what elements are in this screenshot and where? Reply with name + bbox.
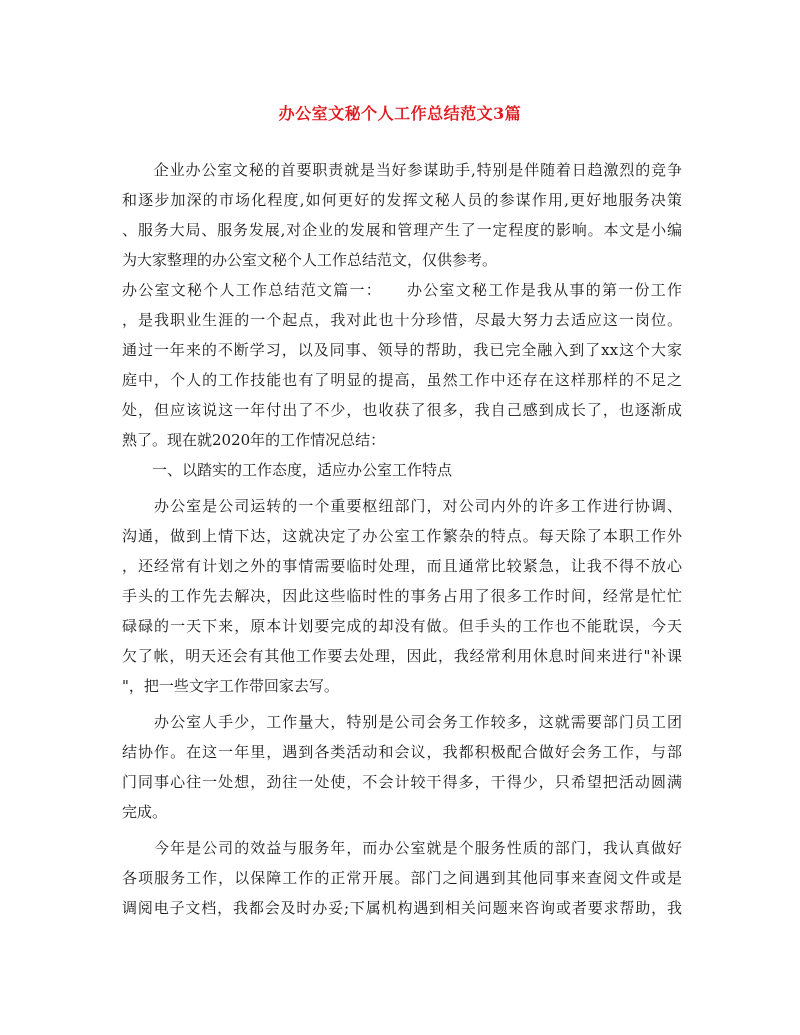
body-line: 办公室是公司运转的一个重要枢纽部门，对公司内外的许多工作进行协调、 bbox=[122, 497, 682, 515]
body-line: 办公室人手少，工作量大，特别是公司会务工作较多，这就需要部门员工团 bbox=[122, 713, 682, 731]
body-line: "，把一些文字工作带回家去写。 bbox=[122, 677, 339, 695]
body-line: 碌碌的一天下来，原本计划要完成的却没有做。但手头的工作也不能耽误，今天 bbox=[122, 617, 682, 635]
body-line: 沟通，做到上情下达，这就决定了办公室工作繁杂的特点。每天除了本职工作外 bbox=[122, 527, 682, 545]
body-line: 企业办公室文秘的首要职责就是当好参谋助手,特别是伴随着日趋激烈的竞争 bbox=[122, 161, 682, 179]
body-line: 为大家整理的办公室文秘个人工作总结范文，仅供参考。 bbox=[122, 251, 498, 269]
body-line: 调阅电子文档，我都会及时办妥;下属机构遇到相关问题来咨询或者要求帮助，我 bbox=[122, 899, 682, 917]
document-title: 办公室文秘个人工作总结范文3篇 bbox=[278, 104, 522, 123]
body-line: 欠了帐，明天还会有其他工作要去处理，因此，我经常利用休息时间来进行"补课 bbox=[122, 647, 682, 665]
body-line: ，还经常有计划之外的事情需要临时处理，而且通常比较紧急，让我不得不放心 bbox=[122, 557, 682, 575]
body-line: 今年是公司的效益与服务年，而办公室就是个服务性质的部门，我认真做好 bbox=[122, 839, 682, 857]
section-heading: 一、以踏实的工作态度，适应办公室工作特点 bbox=[122, 461, 453, 479]
body-line: 各项服务工作，以保障工作的正常开展。部门之间遇到其他同事来查阅文件或是 bbox=[122, 869, 682, 887]
body-line: 完成。 bbox=[122, 803, 168, 821]
body-line: 通过一年来的不断学习，以及同事、领导的帮助，我已完全融入到了xx这个大家 bbox=[122, 341, 682, 359]
body-line: 门同事心往一处想，劲往一处使，不会计较干得多，干得少，只希望把活动圆满 bbox=[122, 773, 682, 791]
body-line: 庭中，个人的工作技能也有了明显的提高，虽然工作中还存在这样那样的不足之 bbox=[122, 371, 682, 389]
body-line: 和逐步加深的市场化程度,如何更好的发挥文秘人员的参谋作用,更好地服务决策 bbox=[122, 191, 682, 209]
body-line: ，是我职业生涯的一个起点，我对此也十分珍惜，尽最大努力去适应这一岗位。 bbox=[122, 311, 682, 329]
body-line: 手头的工作先去解决，因此这些临时性的事务占用了很多工作时间，经常是忙忙 bbox=[122, 587, 682, 605]
body-line: 办公室文秘个人工作总结范文篇一： 办公室文秘工作是我从事的第一份工作 bbox=[122, 281, 682, 299]
body-line: 结协作。在这一年里，遇到各类活动和会议，我都积极配合做好会务工作，与部 bbox=[122, 743, 682, 761]
body-line: 处，但应该说这一年付出了不少，也收获了很多，我自己感到成长了，也逐渐成 bbox=[122, 401, 682, 419]
body-line: 、服务大局、服务发展,对企业的发展和管理产生了一定程度的影响。本文是小编 bbox=[122, 221, 682, 239]
body-line: 熟了。现在就2020年的工作情况总结： bbox=[122, 431, 386, 449]
